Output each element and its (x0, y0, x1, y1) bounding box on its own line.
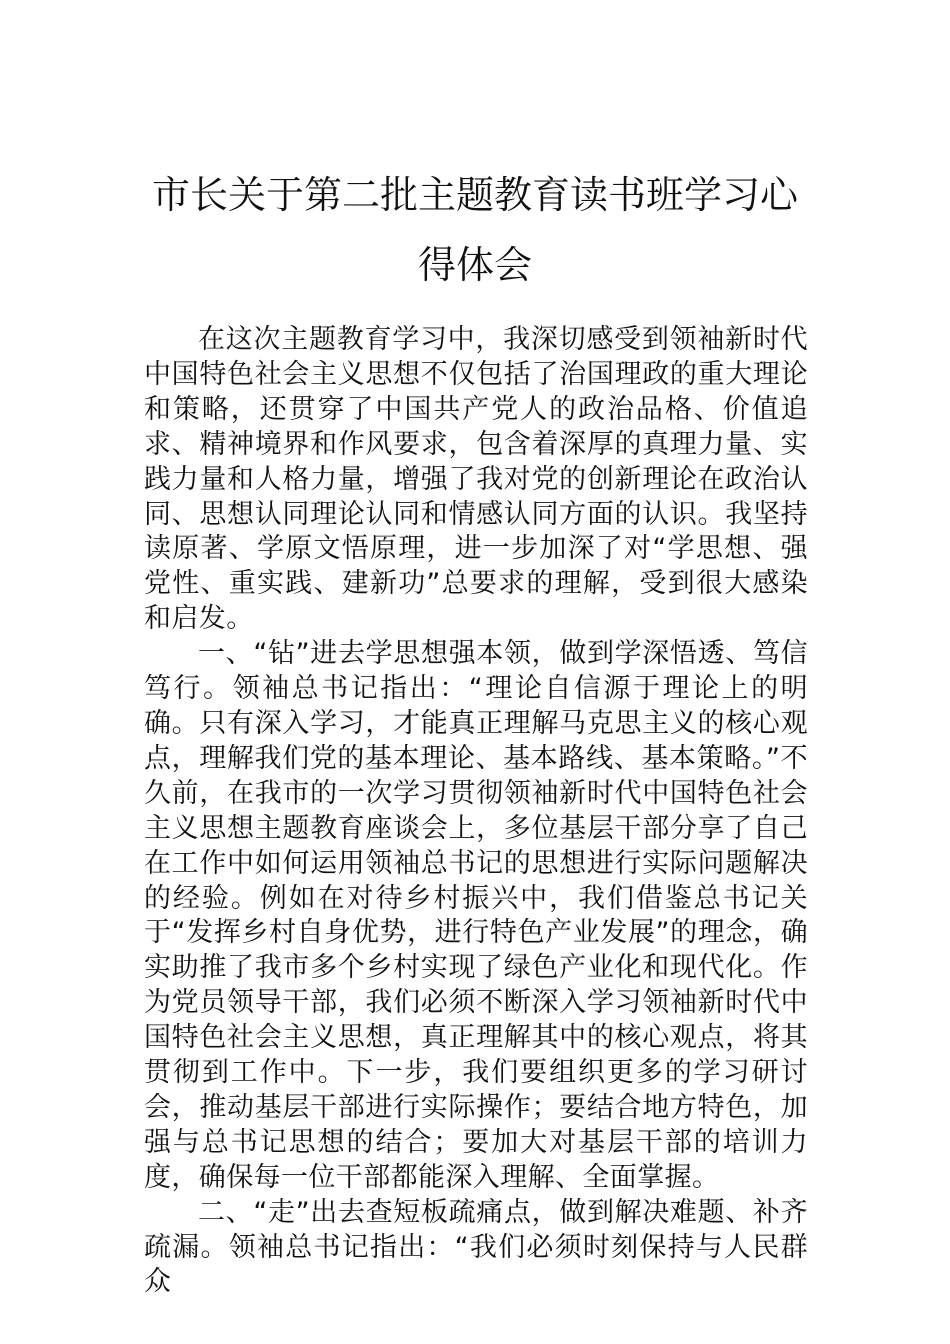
document-title: 市长关于第二批主题教育读书班学习心得体会 (151, 173, 798, 287)
paragraph-section-one: 一、“钻”进去学思想强本领，做到学深悟透、笃信笃行。领袖总书记指出：“理论自信源于理论上的明确。只有深入学习，才能真正理解马克思主义的核心观点，理解我们党的基本理论、基本路线、基本策略。”不久前，在我市的一次学习贯彻领袖新时代中国特色社会主义思想主题教育座谈会上，多位基层干部分享了自己在工作中如何运用领袖总书记的思想进行实际问题解决的经验。例如在对待乡村振兴中，我们借鉴总书记关于“发挥乡村自身优势，进行特色产业发展”的理念，确实助推了我市多个乡村实现了绿色产业化和现代化。作为党员领导干部，我们必须不断深入学习领袖新时代中国特色社会主义思想，真正理解其中的核心观点，将其贯彻到工作中。下一步，我们要组织更多的学习研讨会，推动基层干部进行实际操作；要结合地方特色，加强与总书记思想的结合；要加大对基层干部的培训力度，确保每一位干部都能深入理解、全面掌握。 (144, 638, 808, 1193)
document-body (144, 323, 808, 1300)
paragraph-intro: 在这次主题教育学习中，我深切感受到领袖新时代中国特色社会主义思想不仅包括了治国理政的重大理论和策略，还贯穿了中国共产党人的政治品格、价值追求、精神境界和作风要求，包含着深厚的真理力量、实践力量和人格力量，增强了我对党的创新理论在政治认同、思想认同理论认同和情感认同方面的认识。我坚持读原著、学原文悟原理，进一步加深了对“学思想、强党性、重实践、建新功”总要求的理解，受到很大感染和启发。 (144, 324, 808, 635)
paragraph-section-two: 二、“走”出去查短板疏痛点，做到解决难题、补齐疏漏。领袖总书记指出：“我们必须时刻保持与人民群众 (144, 1196, 808, 1298)
